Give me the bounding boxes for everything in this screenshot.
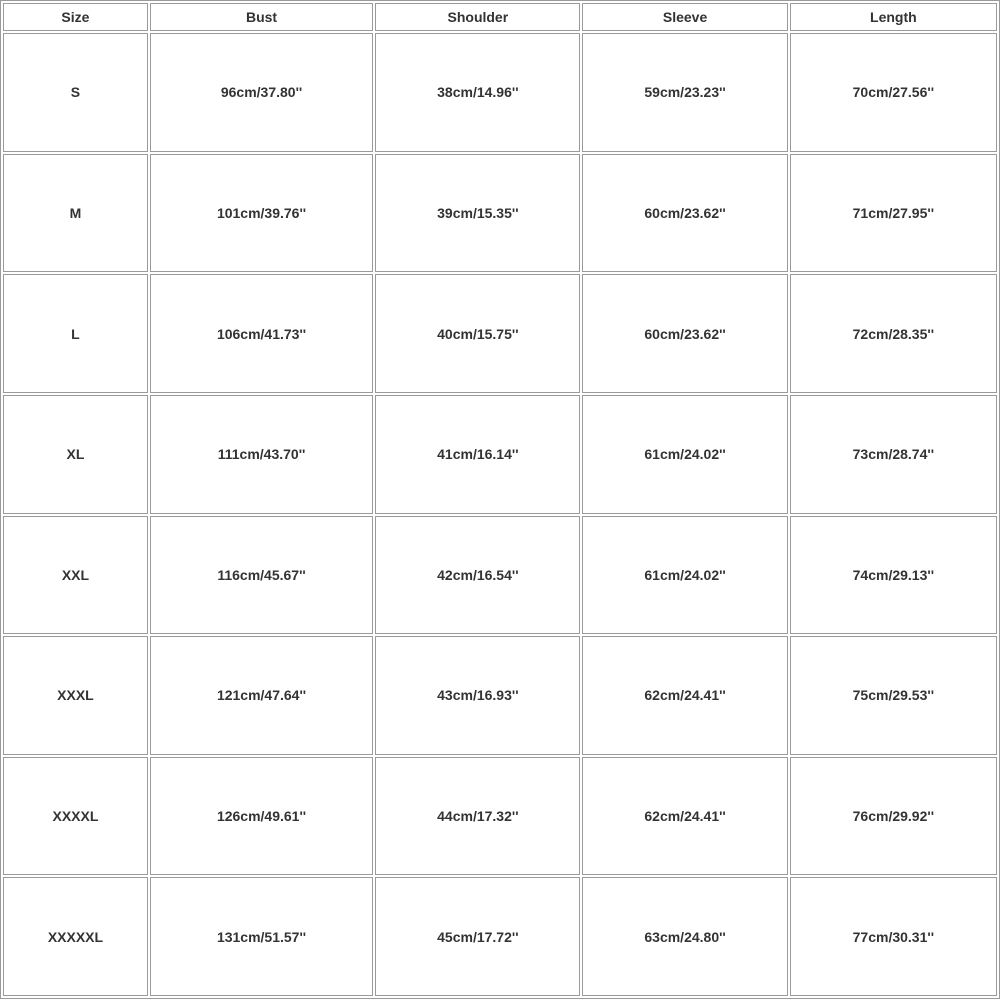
cell-bust: 121cm/47.64'' (150, 636, 373, 755)
cell-length: 71cm/27.95'' (790, 154, 997, 273)
cell-bust: 111cm/43.70'' (150, 395, 373, 514)
cell-size: M (3, 154, 148, 273)
cell-size: XXXXL (3, 757, 148, 876)
header-length: Length (790, 3, 997, 31)
header-bust: Bust (150, 3, 373, 31)
table-row (3, 516, 997, 635)
cell-shoulder: 38cm/14.96'' (375, 33, 580, 152)
cell-length: 72cm/28.35'' (790, 274, 997, 393)
cell-sleeve: 59cm/23.23'' (582, 33, 787, 152)
table-row (3, 636, 997, 755)
table-row (3, 154, 997, 273)
cell-sleeve: 63cm/24.80'' (582, 877, 787, 996)
cell-sleeve: 61cm/24.02'' (582, 516, 787, 635)
cell-bust: 101cm/39.76'' (150, 154, 373, 273)
header-row (3, 3, 997, 31)
header-size: Size (3, 3, 148, 31)
cell-sleeve: 60cm/23.62'' (582, 274, 787, 393)
cell-shoulder: 44cm/17.32'' (375, 757, 580, 876)
cell-shoulder: 43cm/16.93'' (375, 636, 580, 755)
cell-size: L (3, 274, 148, 393)
cell-shoulder: 40cm/15.75'' (375, 274, 580, 393)
table-row (3, 877, 997, 996)
table-row (3, 395, 997, 514)
cell-sleeve: 60cm/23.62'' (582, 154, 787, 273)
cell-shoulder: 42cm/16.54'' (375, 516, 580, 635)
cell-bust: 126cm/49.61'' (150, 757, 373, 876)
cell-bust: 96cm/37.80'' (150, 33, 373, 152)
cell-length: 76cm/29.92'' (790, 757, 997, 876)
table-row (3, 274, 997, 393)
cell-sleeve: 62cm/24.41'' (582, 757, 787, 876)
cell-shoulder: 39cm/15.35'' (375, 154, 580, 273)
cell-size: XXXXXL (3, 877, 148, 996)
cell-length: 74cm/29.13'' (790, 516, 997, 635)
cell-length: 70cm/27.56'' (790, 33, 997, 152)
cell-size: S (3, 33, 148, 152)
table-row (3, 33, 997, 152)
cell-bust: 131cm/51.57'' (150, 877, 373, 996)
table-row (3, 757, 997, 876)
cell-shoulder: 41cm/16.14'' (375, 395, 580, 514)
cell-sleeve: 61cm/24.02'' (582, 395, 787, 514)
header-sleeve: Sleeve (582, 3, 787, 31)
cell-bust: 106cm/41.73'' (150, 274, 373, 393)
cell-size: XL (3, 395, 148, 514)
cell-length: 75cm/29.53'' (790, 636, 997, 755)
cell-length: 73cm/28.74'' (790, 395, 997, 514)
cell-shoulder: 45cm/17.72'' (375, 877, 580, 996)
header-shoulder: Shoulder (375, 3, 580, 31)
cell-bust: 116cm/45.67'' (150, 516, 373, 635)
cell-sleeve: 62cm/24.41'' (582, 636, 787, 755)
cell-size: XXL (3, 516, 148, 635)
cell-length: 77cm/30.31'' (790, 877, 997, 996)
cell-size: XXXL (3, 636, 148, 755)
